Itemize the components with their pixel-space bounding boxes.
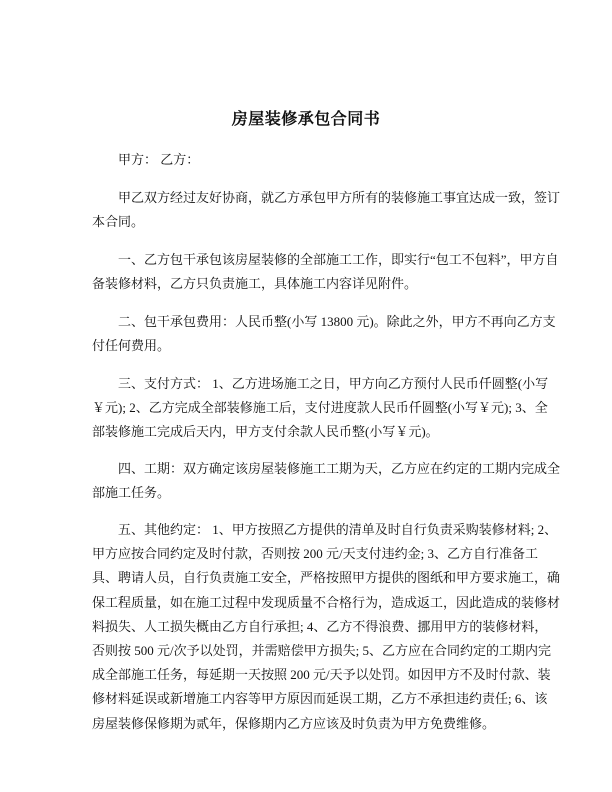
document-title: 房屋装修承包合同书 (231, 111, 381, 128)
paragraph-line: 具、聘请人员，自行负责施工安全，严格按照甲方提供的图纸和甲方要求施工，确 (92, 570, 561, 586)
paragraph-line: 五、其他约定： 1、甲方按照乙方提供的清单及时自行负责采购装修材料; 2、 (118, 522, 558, 537)
paragraph-line: 甲方应按合同约定及时付款，否则按 200 元/天支付违约金; 3、乙方自行准备工 (92, 546, 538, 562)
paragraph-line: ￥元); 2、乙方完成全部装修施工后，支付进度款人民币仟圆整(小写￥元); 3、全 (92, 400, 548, 416)
paragraph-line: 料损失、人工损失概由乙方自行承担; 4、乙方不得浪费、挪用甲方的装修材料， (92, 618, 548, 634)
paragraph-line: 否则按 500 元/次予以处罚，并需赔偿甲方损失; 5、乙方应在合同约定的工期内完 (92, 643, 551, 658)
paragraph-line: 甲乙双方经过友好协商，就乙方承包甲方所有的装修施工事宜达成一致，签订 (118, 190, 561, 205)
paragraph-line: 房屋装修保修期为贰年，保修期内乙方应该及时负责为甲方免费维修。 (92, 715, 496, 731)
paragraph-line: 四、工期：双方确定该房屋装修施工工期为天，乙方应在约定的工期内完成全 (118, 461, 561, 476)
paragraph-line: 一、乙方包干承包该房屋装修的全部施工工作，即实行“包工不包料”，甲方自 (118, 252, 559, 267)
paragraph-line: 部装修施工完成后天内，甲方支付余款人民币整(小写￥元)。 (92, 424, 439, 440)
paragraph-line: 保工程质量，如在施工过程中发现质量不合格行为，造成返工，因此造成的装修材 (92, 594, 561, 610)
paragraph-line: 付任何费用。 (92, 338, 171, 354)
paragraph-line: 修材料延误或新增施工内容等甲方原因而延误工期，乙方不承担违约责任; 6、该 (92, 691, 548, 707)
paragraph-line: 甲方： 乙方： (118, 152, 200, 167)
paragraph-line: 部施工任务。 (92, 485, 171, 501)
paragraph-line: 二、包干承包费用：人民币整(小写 13800 元)。除此之外，甲方不再向乙方支 (118, 314, 556, 329)
paragraph-line: 本合同。 (92, 214, 145, 230)
paragraph-line: 成全部施工任务，每延期一天按照 200 元/天予以处罚。如因甲方不及时付款、装 (92, 667, 551, 683)
paragraph-line: 备装修材料，乙方只负责施工，具体施工内容详见附件。 (92, 276, 418, 292)
paragraph-line: 三、支付方式： 1、乙方进场施工之日，甲方向乙方预付人民币仟圆整(小写 (118, 376, 549, 391)
